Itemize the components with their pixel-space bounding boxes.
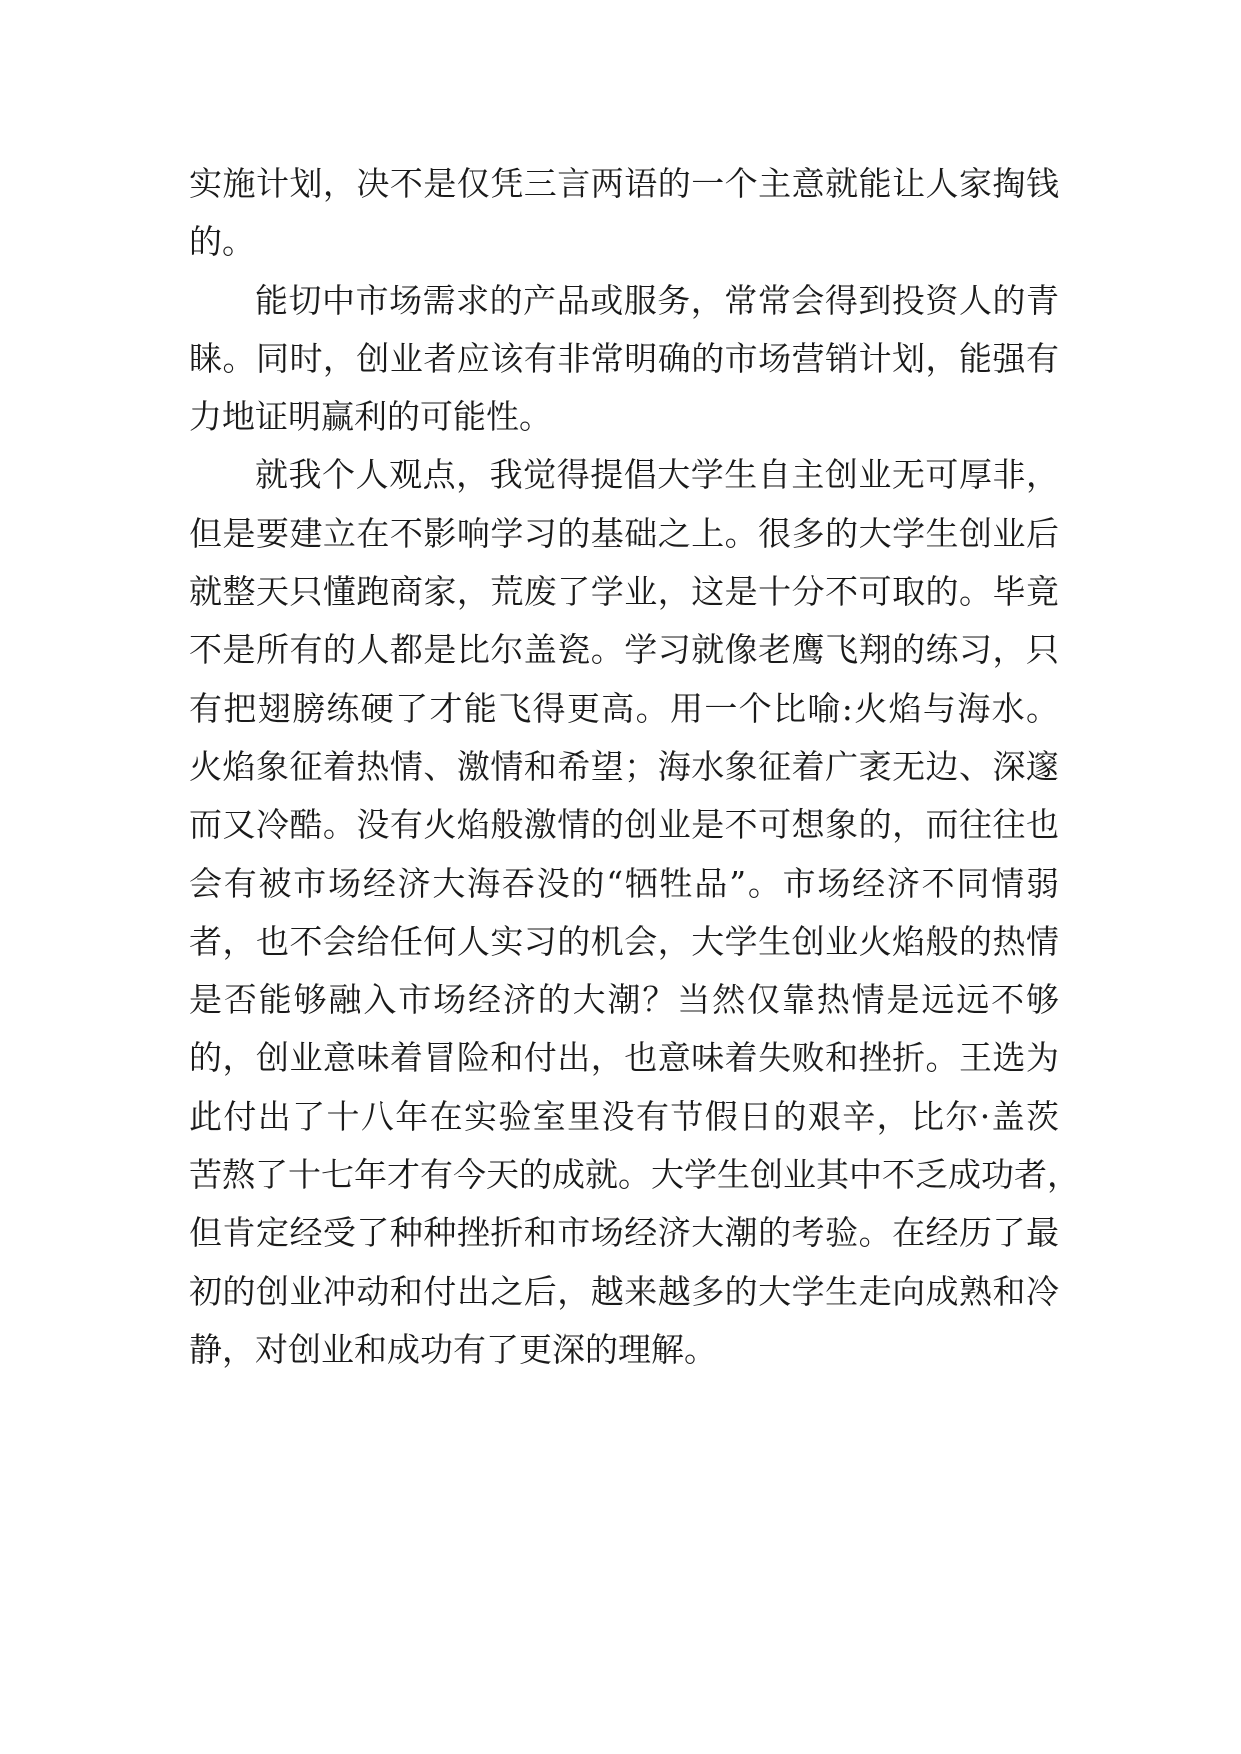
text-line: 会有被市场经济大海吞没的“牺牲品”。市场经济不同情弱 xyxy=(189,863,1059,903)
text-line: 初的创业冲动和付出之后，越来越多的大学生走向成熟和冷 xyxy=(189,1271,1059,1311)
text-line: 就整天只懂跑商家，荒废了学业，这是十分不可取的。毕竟 xyxy=(189,572,1059,612)
text-line: 但是要建立在不影响学习的基础之上。很多的大学生创业后 xyxy=(189,513,1059,553)
text-line: 苦熬了十七年才有今天的成就。大学生创业其中不乏成功者， xyxy=(189,1155,1080,1195)
body-text xyxy=(189,155,1080,1379)
text-line: 但肯定经受了种种挫折和市场经济大潮的考验。在经历了最 xyxy=(189,1213,1059,1253)
text-line: 的。 xyxy=(189,222,255,262)
text-line: 此付出了十八年在实验室里没有节假日的艰辛，比尔·盖茨 xyxy=(189,1096,1059,1136)
text-line: 实施计划，决不是仅凭三言两语的一个主意就能让人家掏钱 xyxy=(189,164,1059,203)
text-line: 是否能够融入市场经济的大潮？当然仅靠热情是远远不够 xyxy=(189,980,1059,1020)
text-line: 者，也不会给任何人实习的机会，大学生创业火焰般的热情 xyxy=(189,921,1059,961)
text-line: 能切中市场需求的产品或服务，常常会得到投资人的青 xyxy=(255,280,1059,320)
text-line: 有把翅膀练硬了才能飞得更高。用一个比喻:火焰与海水。 xyxy=(189,688,1059,728)
text-line: 的，创业意味着冒险和付出，也意味着失败和挫折。王选为 xyxy=(189,1038,1059,1078)
text-line: 睐。同时，创业者应该有非常明确的市场营销计划，能强有 xyxy=(189,338,1059,378)
text-line: 而又冷酷。没有火焰般激情的创业是不可想象的，而往往也 xyxy=(189,805,1059,845)
text-line: 不是所有的人都是比尔盖瓷。学习就像老鹰飞翔的练习，只 xyxy=(189,630,1059,670)
text-line: 火焰象征着热情、激情和希望；海水象征着广袤无边、深邃 xyxy=(189,746,1059,786)
text-line: 静，对创业和成功有了更深的理解。 xyxy=(189,1329,717,1369)
text-line: 力地证明赢利的可能性。 xyxy=(189,397,552,437)
text-line: 就我个人观点，我觉得提倡大学生自主创业无可厚非， xyxy=(255,455,1059,495)
